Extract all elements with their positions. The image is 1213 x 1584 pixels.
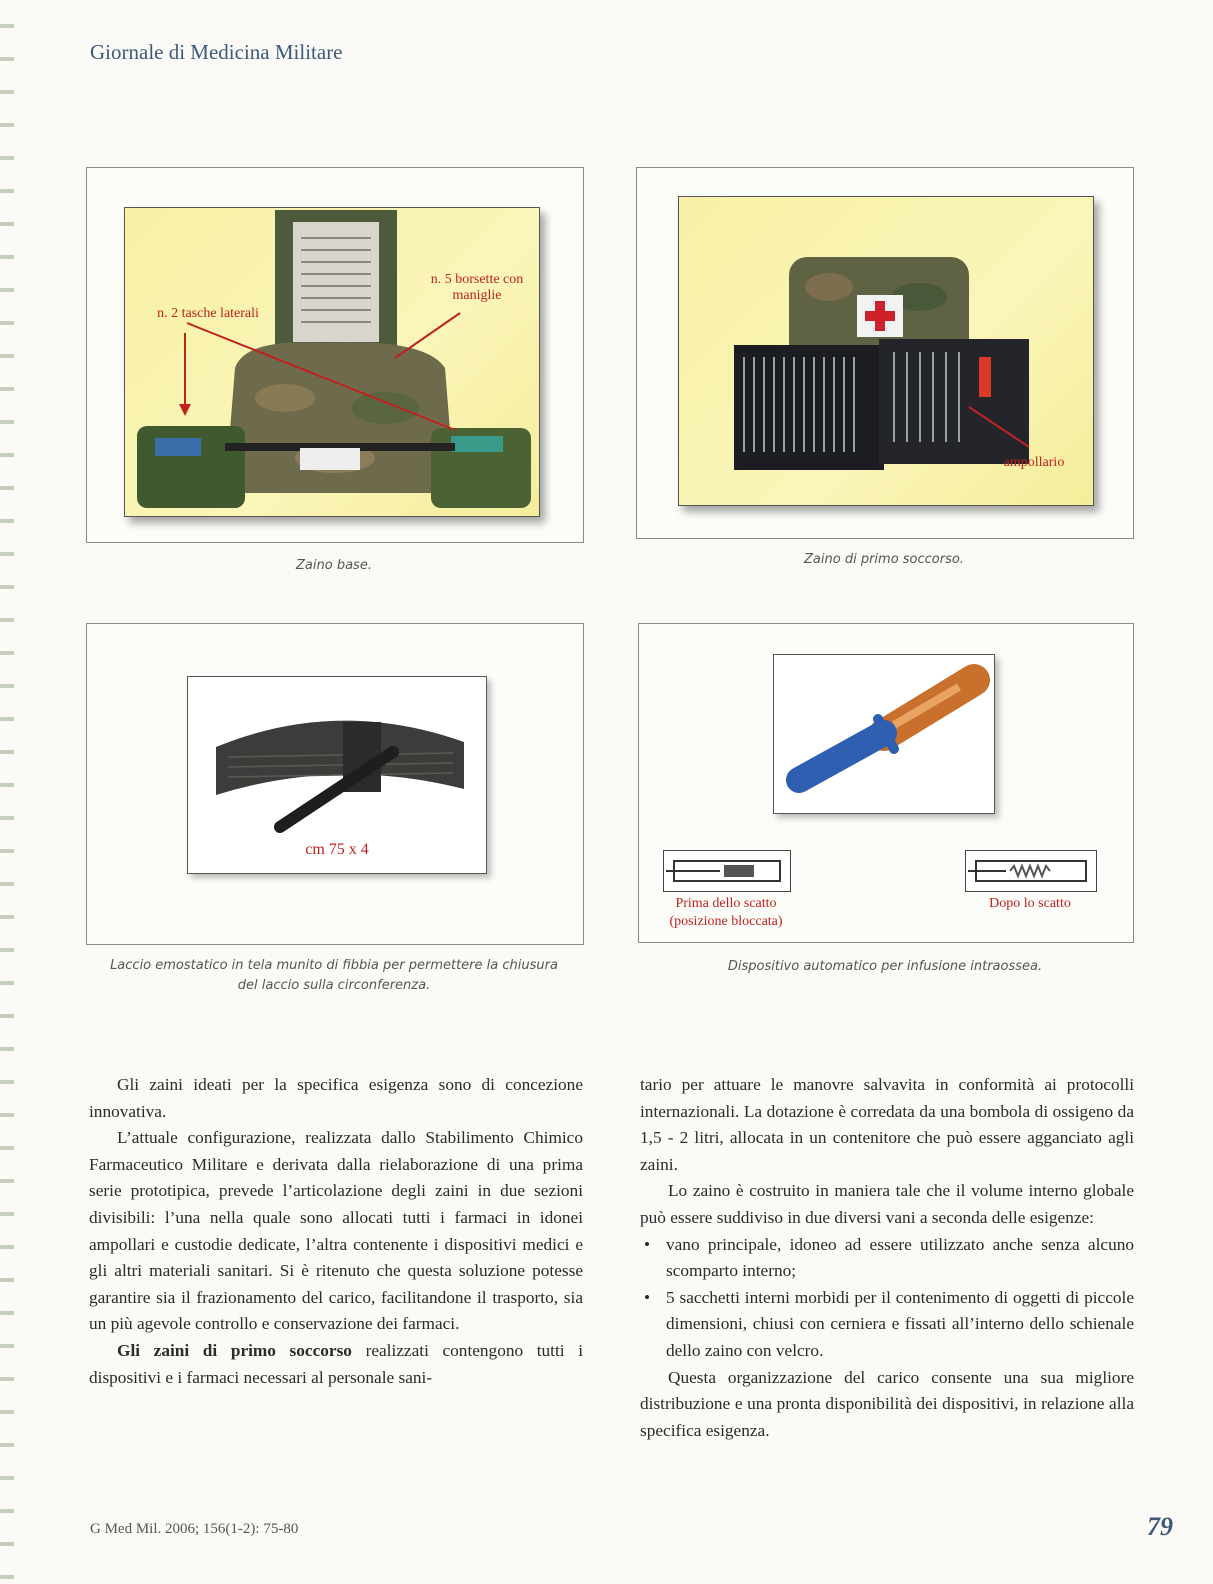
label-borsette: n. 5 borsette con maniglie	[430, 272, 524, 303]
caption-dispositivo: Dispositivo automatico per infusione intraossea.	[727, 959, 1043, 974]
figure-dispositivo-intraosseo	[638, 623, 1134, 943]
paragraph: L’attuale configurazione, realizzata dallo Stabilimento Chimico Farmaceutico Militare e derivata dalla rielaborazione di una prima serie prototipica, prevede l’articolazione degli zaini in due sezioni divisibili: l’una nella quale sono allocati tutti i farmaci in idonei ampollari e custodie dedicate, l’altra contenente i dispositivi medici e gli altri materiali sanitari. Si è ritenuto che questa soluzione potesse garantire sia il frazionamento del carico, facilitandone il trasporto, sia un più agevole controllo e conservazione dei farmaci.	[89, 1128, 583, 1334]
diagram-before-drawing	[664, 851, 790, 891]
diagram-after	[965, 850, 1097, 892]
label-after: Dopo lo scatto	[989, 896, 1071, 911]
label-before-2: (posizione bloccata)	[669, 914, 783, 929]
figure-zaino-base	[86, 167, 584, 543]
paragraph: Gli zaini ideati per la specifica esigenza sono di concezione innovativa.	[89, 1075, 583, 1121]
label-before-1: Prima dello scatto	[675, 896, 777, 911]
caption-laccio-line-2: del laccio sulla circonferenza.	[237, 978, 431, 993]
list-item: • vano principale, idoneo ad essere utilizzato anche senza alcuno scomparto interno;	[640, 1232, 1134, 1285]
figure-laccio-emostatico	[86, 623, 584, 945]
bullet-list	[640, 1232, 1134, 1365]
diagram-after-drawing	[966, 851, 1096, 891]
body-column-left	[89, 1072, 583, 1391]
caption-zaino-primo-soccorso: Zaino di primo soccorso.	[804, 552, 964, 567]
label-tasche-laterali: n. 2 tasche laterali	[157, 306, 259, 321]
paragraph-rest: realizzati contengono tutti i dispositivi e i farmaci necessari al personale sani-	[89, 1340, 583, 1387]
paragraph: Lo zaino è costruito in maniera tale che il volume interno globale può essere suddiviso in due diversi vani a seconda delle esigenze:	[640, 1181, 1134, 1227]
caption-laccio-line-1: Laccio emostatico in tela munito di fibbia per permettere la chiusura	[110, 958, 558, 973]
backpack-illustration	[125, 208, 539, 516]
body-column-right	[640, 1072, 1134, 1444]
first-aid-photo	[678, 196, 1094, 506]
paragraph	[89, 1338, 583, 1391]
paragraph: Questa organizzazione del carico consente una sua migliore distribuzione e una pronta disponibilità dei dispositivi, in relazione alla specifica esigenza.	[640, 1367, 1134, 1440]
binding-rings	[0, 0, 14, 1584]
diagram-before	[663, 850, 791, 892]
label-size: cm 75 x 4	[305, 841, 369, 858]
figure-zaino-primo-soccorso	[636, 167, 1134, 539]
caption-zaino-base: Zaino base.	[296, 558, 372, 573]
journal-title: Giornale di Medicina Militare	[90, 40, 343, 64]
label-ampollario: ampollario	[1003, 455, 1065, 470]
bold-lead: Gli zaini di primo soccorso	[117, 1340, 352, 1360]
paragraph: tario per attuare le manovre salvavita in conformità ai protocolli internazionali. La dotazione è corredata da una bombola di ossigeno da 1,5 - 2 litri, allocata in un contenitore che può essere agganciato agli zaini.	[640, 1075, 1134, 1174]
footer-citation: G Med Mil. 2006; 156(1-2): 75-80	[90, 1521, 299, 1537]
tourniquet-photo	[187, 676, 487, 874]
injector-photo	[773, 654, 995, 814]
injector-illustration	[774, 655, 994, 813]
page-number: 79	[1147, 1512, 1173, 1541]
list-item: • 5 sacchetti interni morbidi per il contenimento di oggetti di piccole dimensioni, chiusi con cerniera e fissati all’interno dello schienale dello zaino con velcro.	[640, 1285, 1134, 1365]
backpack-photo	[124, 207, 540, 517]
